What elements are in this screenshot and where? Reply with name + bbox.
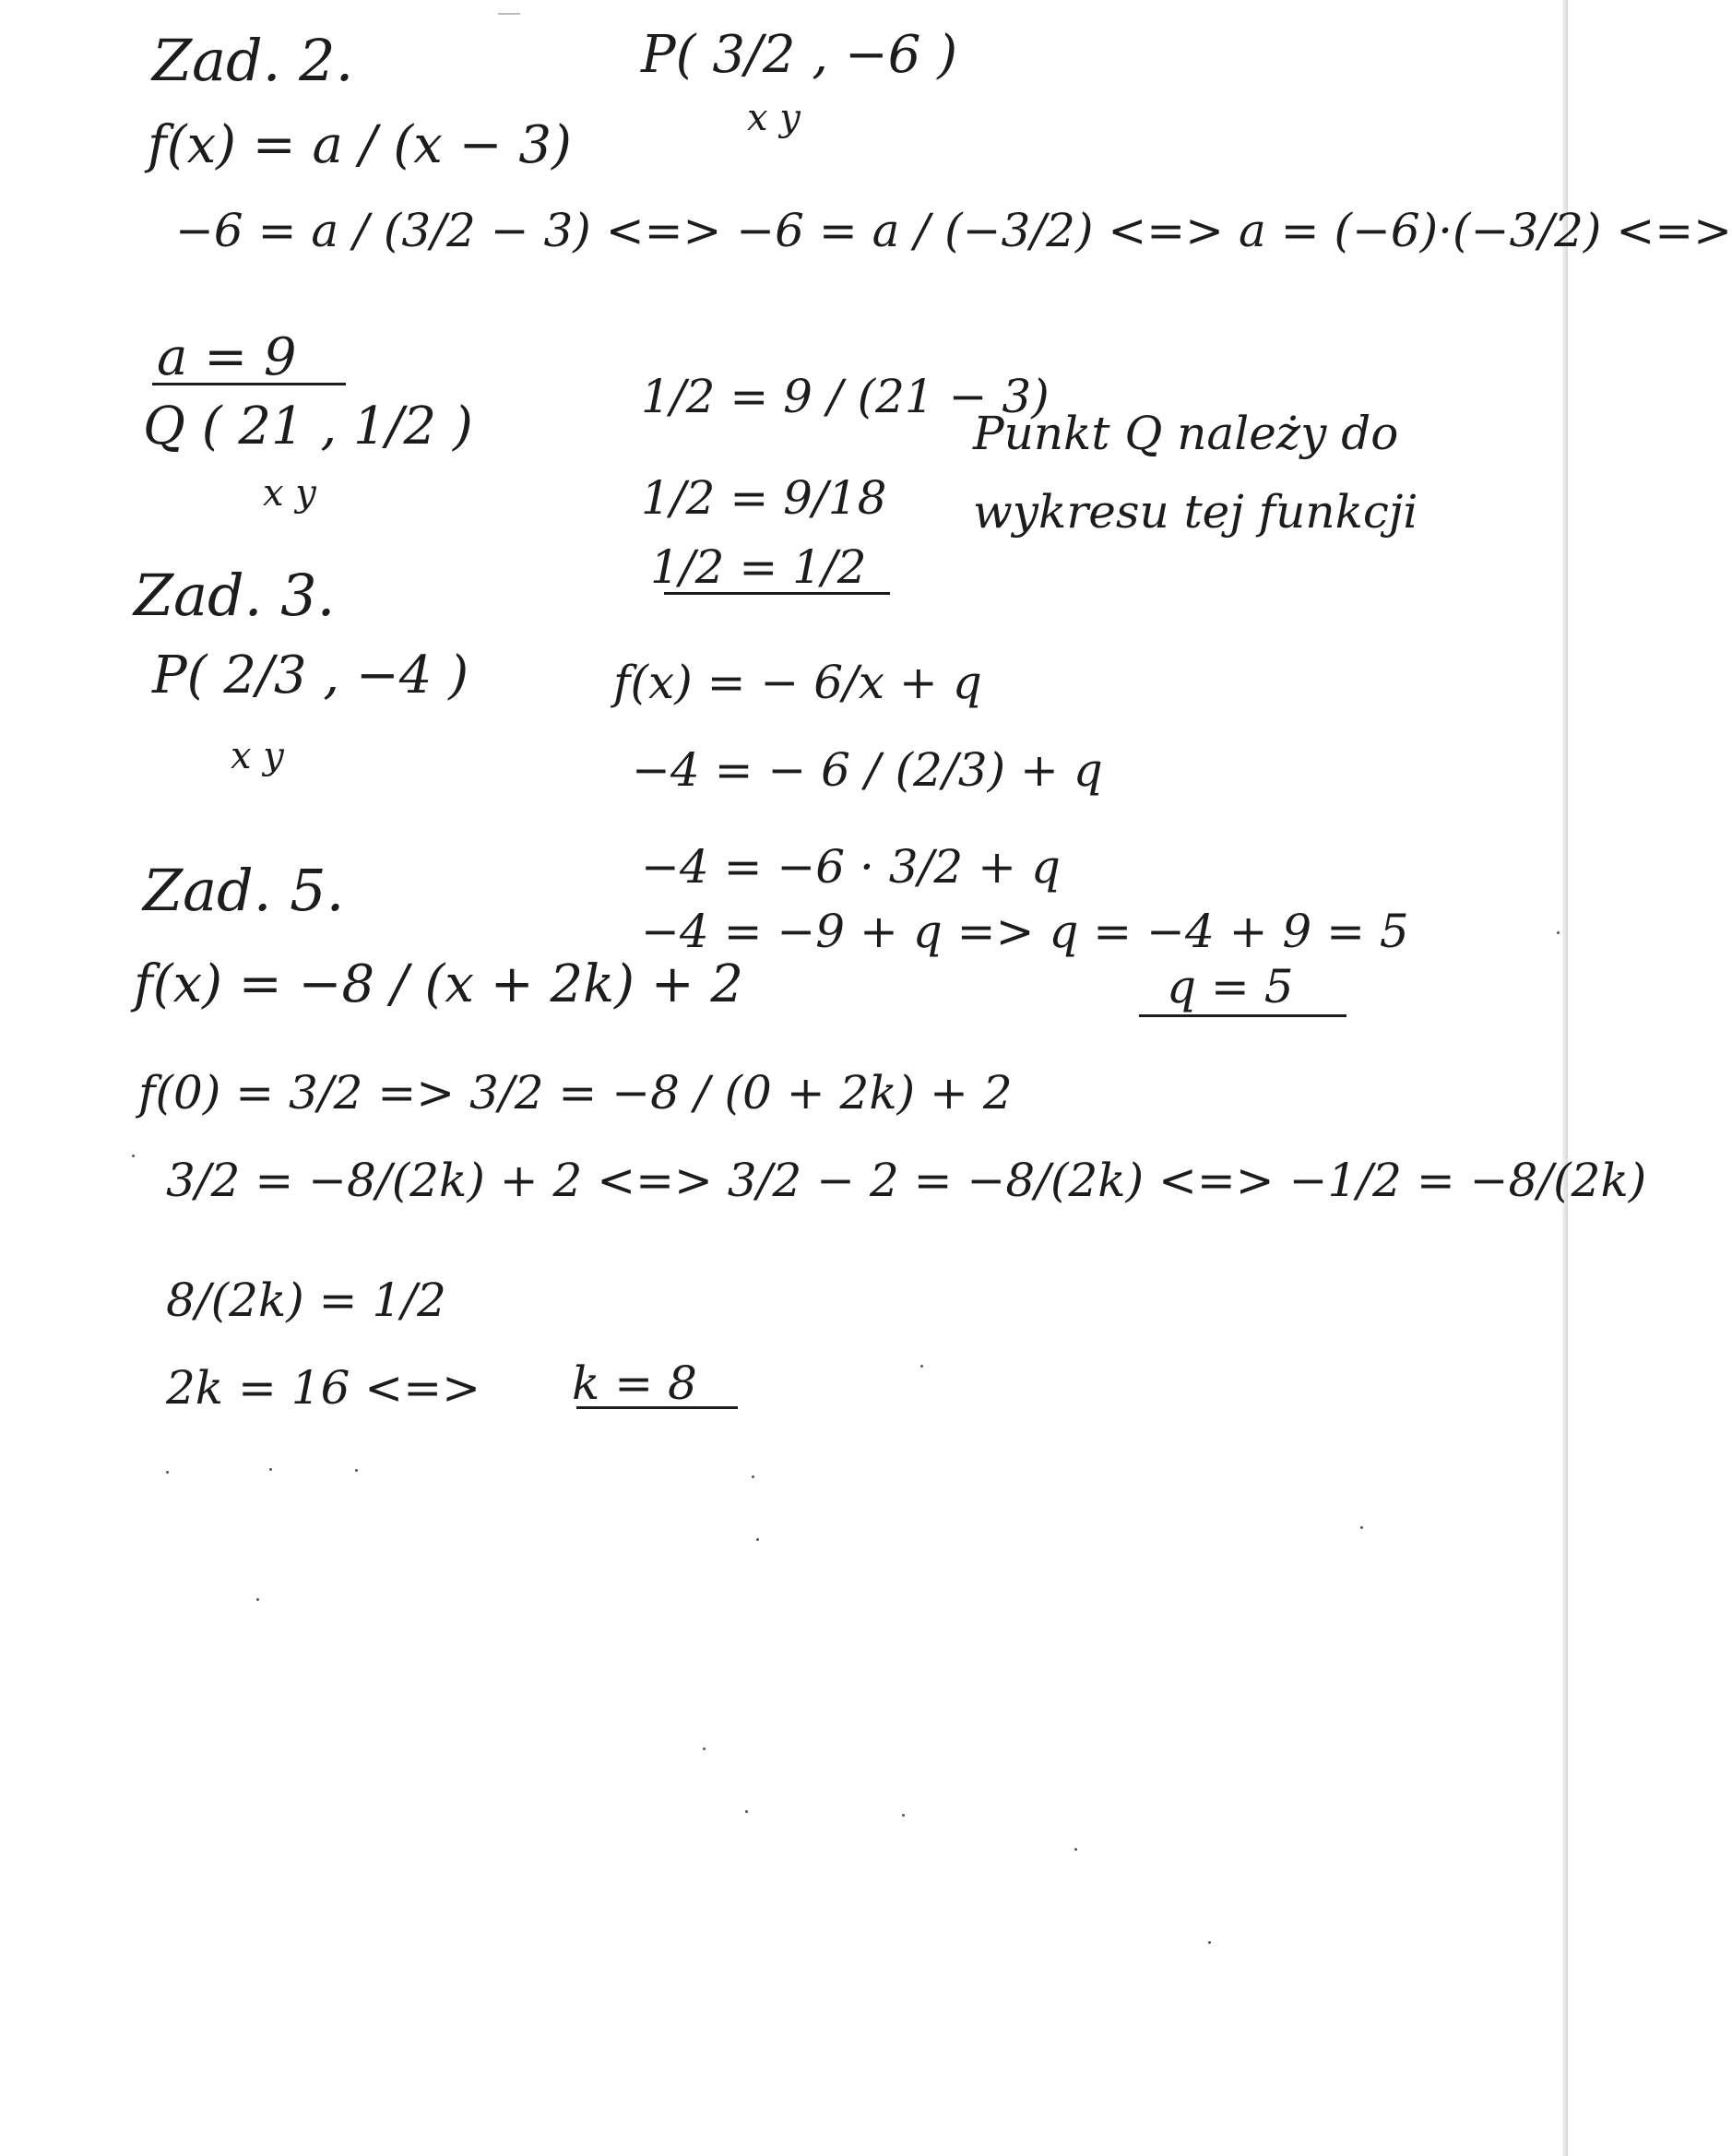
zad3-step1: f(x) = − 6/x + q: [613, 656, 982, 709]
zad2-title: Zad. 2.: [152, 27, 354, 94]
zad2-check-3: 1/2 = 1/2: [650, 540, 867, 594]
zad2-point-p: P( 3/2 , −6 ): [641, 25, 958, 85]
scan-speck: [902, 1814, 905, 1817]
zad3-result: q = 5: [1167, 960, 1294, 1013]
zad2-note-line2: wykresu tej funkcji: [973, 485, 1418, 539]
zad3-point-p-labels: x y: [231, 735, 284, 777]
zad2-check-1: 1/2 = 9 / (21 − 3): [641, 370, 1050, 423]
zad2-point-q-labels: x y: [263, 472, 316, 515]
zad5-line2: 3/2 = −8/(2k) + 2 <=> 3/2 − 2 = −8/(2k) <=> −1/2 = −8/(2k): [166, 1154, 1647, 1207]
scan-speck: [256, 1598, 259, 1601]
zad2-result-underline: [152, 383, 346, 385]
scan-speck: [1557, 931, 1560, 934]
zad2-result: a = 9: [157, 327, 297, 387]
zad5-line3: 8/(2k) = 1/2: [166, 1273, 446, 1327]
zad5-result: k = 8: [572, 1356, 697, 1410]
zad5-result-underline: [576, 1406, 738, 1409]
page-edge: [1562, 0, 1568, 2156]
zad2-note-line1: Punkt Q należy do: [973, 407, 1399, 460]
zad2-equation: −6 = a / (3/2 − 3) <=> −6 = a / (−3/2) <=> a = (−6)·(−3/2) <=>: [175, 204, 1732, 257]
zad3-step2: −4 = − 6 / (2/3) + q: [632, 743, 1103, 797]
zad2-check-underline: [664, 592, 890, 595]
scan-speck: [132, 1155, 135, 1157]
zad3-step3: −4 = −6 · 3/2 + q: [641, 840, 1061, 894]
scan-mark-top: [498, 13, 520, 15]
zad3-title: Zad. 3.: [134, 562, 336, 629]
scan-speck: [745, 1810, 748, 1813]
zad2-point-p-labels: x y: [747, 97, 801, 139]
scan-speck: [920, 1365, 923, 1368]
zad5-title: Zad. 5.: [143, 857, 345, 924]
zad3-step4: −4 = −9 + q => q = −4 + 9 = 5: [641, 905, 1409, 958]
zad3-result-underline: [1139, 1014, 1346, 1017]
scan-speck: [752, 1475, 754, 1478]
scan-speck: [756, 1538, 759, 1541]
scan-speck: [1360, 1526, 1363, 1529]
zad2-point-q: Q ( 21 , 1/2 ): [143, 397, 473, 456]
zad5-line4: 2k = 16 <=>: [166, 1361, 480, 1415]
scan-speck: [166, 1471, 169, 1474]
scan-speck: [703, 1747, 706, 1750]
scan-speck: [1208, 1941, 1211, 1944]
zad3-point-p: P( 2/3 , −4 ): [152, 646, 469, 705]
zad2-function: f(x) = a / (x − 3): [148, 115, 572, 175]
zad5-function: f(x) = −8 / (x + 2k) + 2: [134, 954, 744, 1014]
scan-speck: [269, 1468, 272, 1471]
scan-speck: [355, 1469, 358, 1472]
scan-speck: [1074, 1848, 1077, 1851]
zad5-line1: f(0) = 3/2 => 3/2 = −8 / (0 + 2k) + 2: [138, 1066, 1013, 1119]
zad2-check-2: 1/2 = 9/18: [641, 471, 887, 525]
